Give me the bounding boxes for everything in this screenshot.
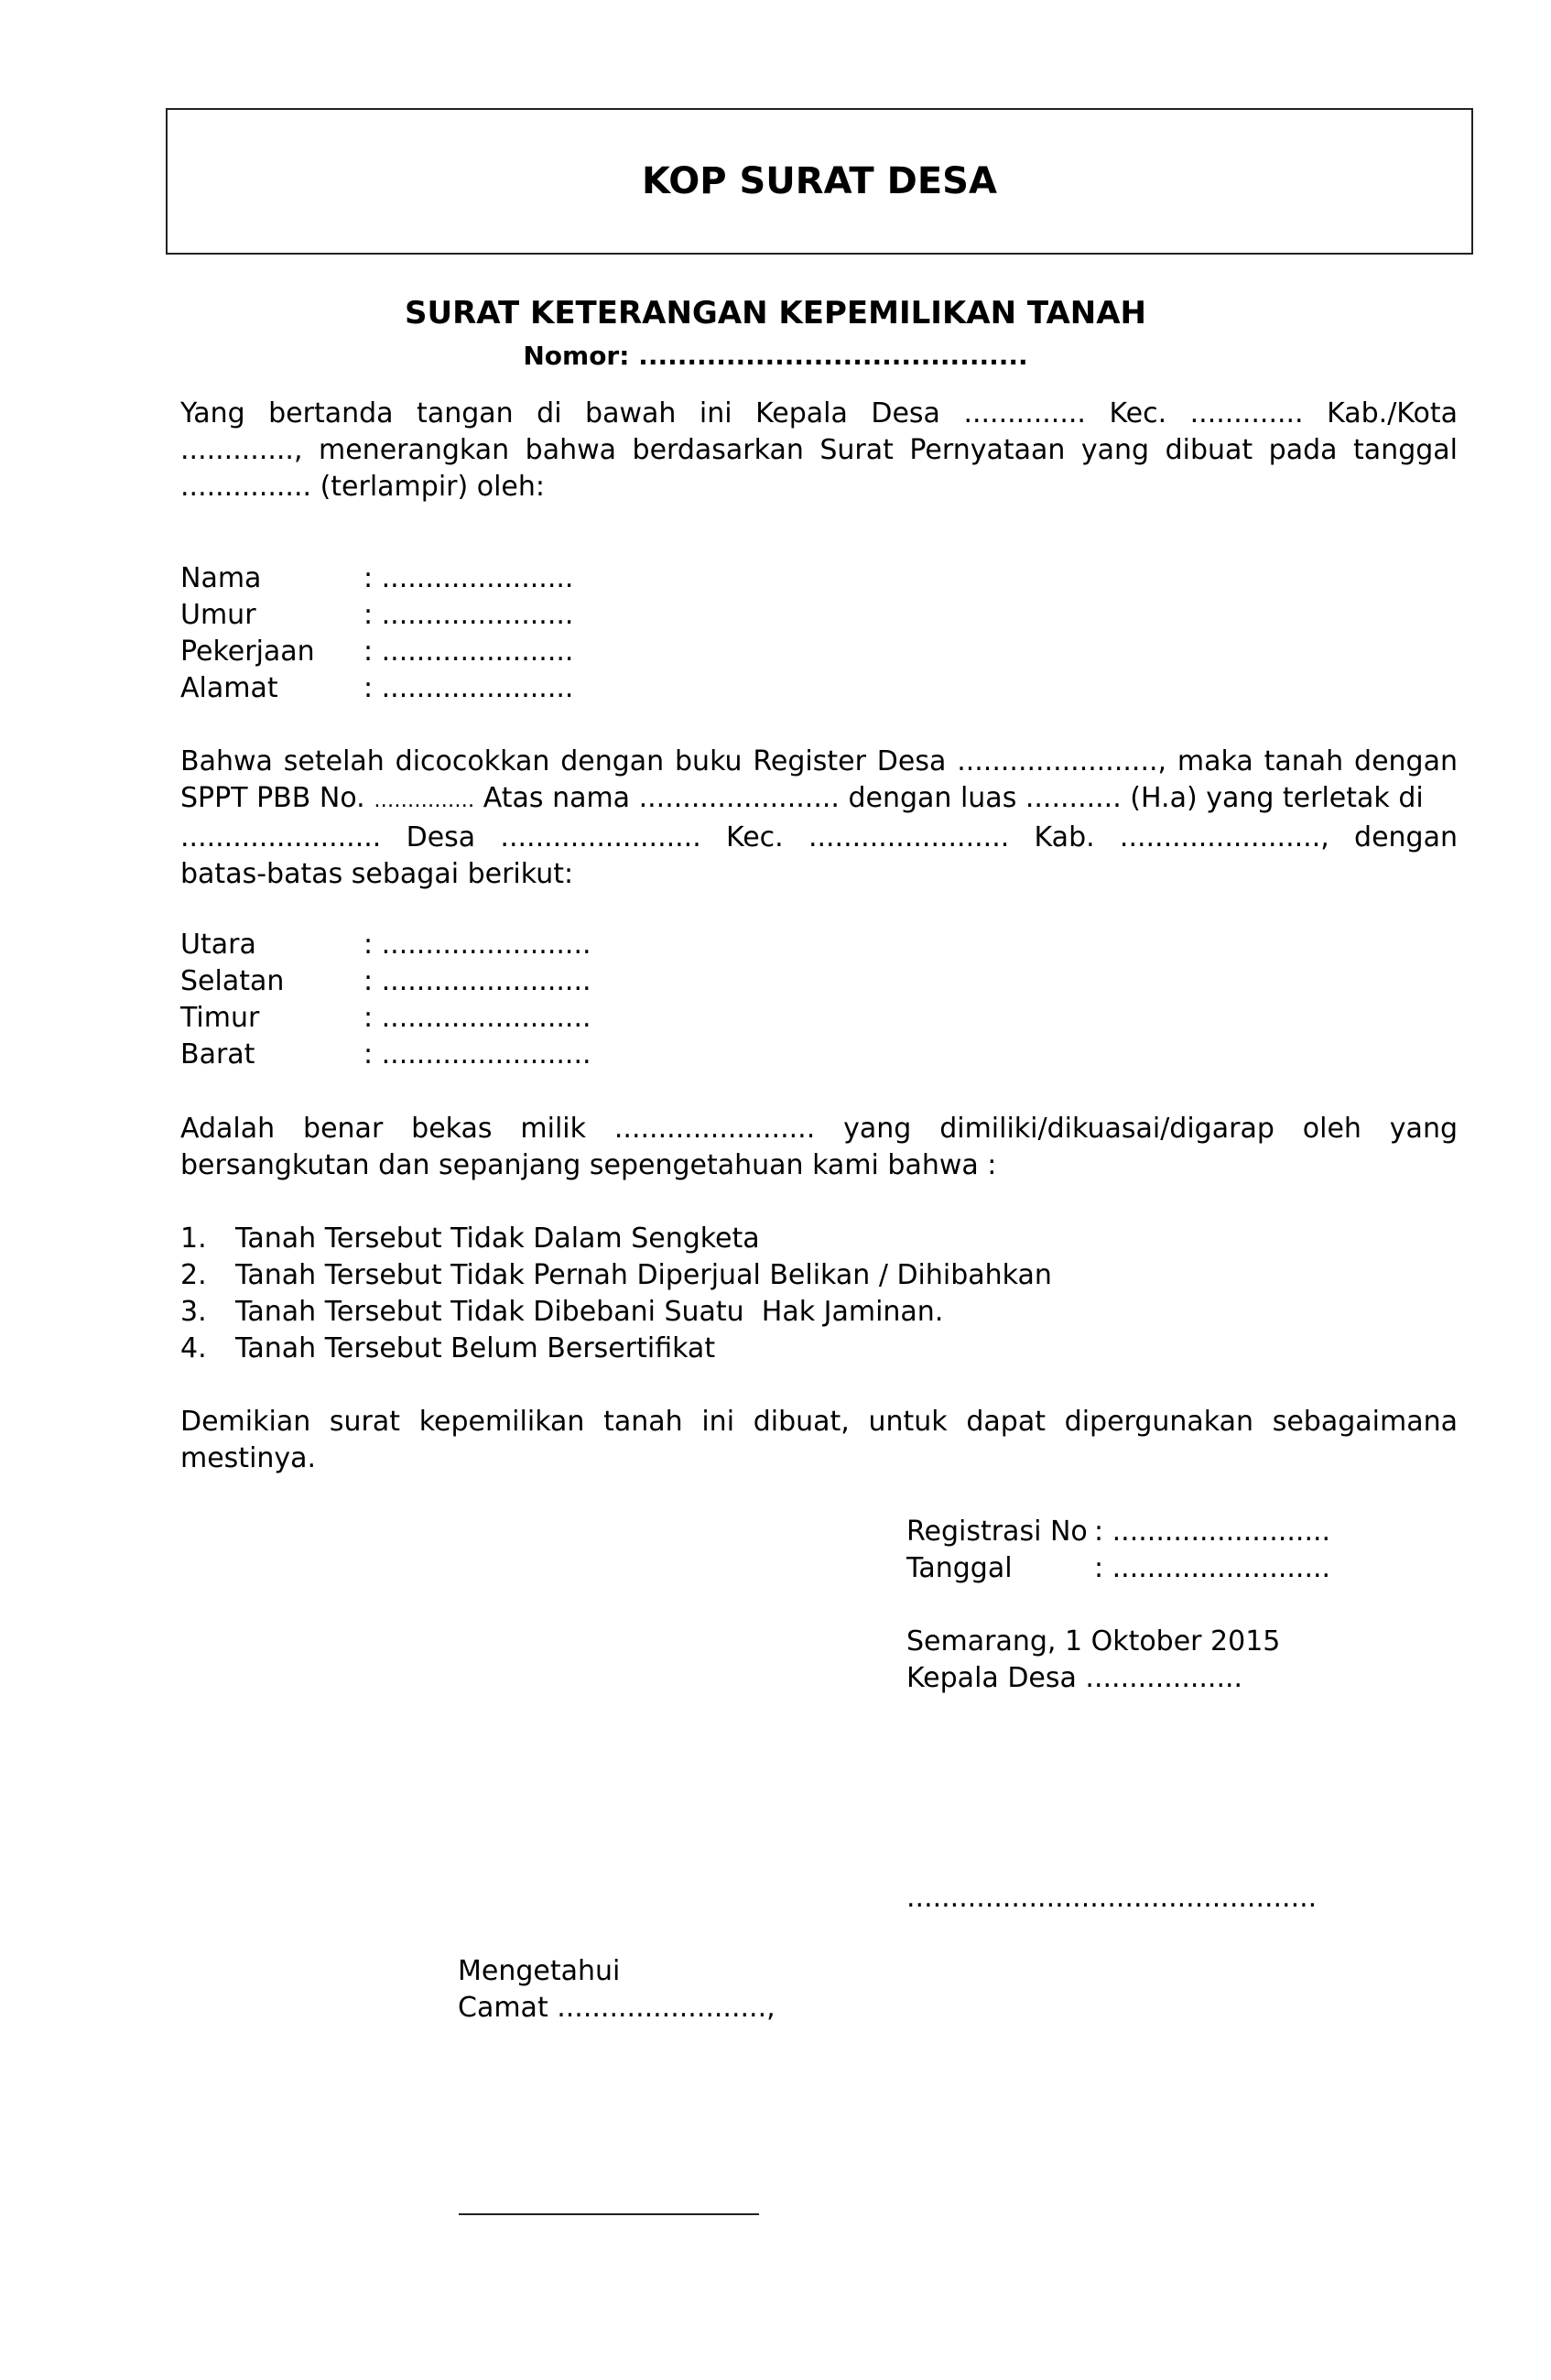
acknowledgement-label: Mengetahui	[458, 1955, 621, 1987]
field-value: : .........................	[1094, 1552, 1331, 1584]
land-line: Bahwa setelah dicocokkan dengan buku Register Desa ......................., maka tanah dengan	[180, 745, 1458, 777]
boundary-fields	[180, 927, 1458, 1073]
letterhead-box	[166, 108, 1473, 255]
field-nama	[180, 560, 1458, 597]
land-paragraph	[180, 744, 1458, 893]
boundary-selatan	[180, 963, 1458, 1000]
field-value: : ........................	[363, 929, 591, 961]
field-value: : ........................	[363, 1002, 591, 1034]
intro-line: Yang bertanda tangan di bawah ini Kepala Desa .............. Kec. ............. Kab./Kota	[180, 397, 1458, 429]
statement-paragraph	[180, 1111, 1458, 1184]
field-value: : ........................	[363, 1038, 591, 1070]
field-value: : ......................	[363, 562, 574, 594]
field-value: : ........................	[363, 965, 591, 997]
signer-name-line: ...............................................	[906, 1882, 1318, 1914]
document-title: SURAT KETERANGAN KEPEMILIKAN TANAH	[405, 295, 1146, 331]
sppt-label: SPPT PBB No.	[180, 782, 374, 814]
field-value: : ......................	[363, 599, 574, 631]
statement-line: Adalah benar bekas milik ....................... yang dimiliki/dikuasai/digarap oleh yang	[180, 1113, 1458, 1145]
field-label: Registrasi No	[906, 1516, 1088, 1548]
conditions-list	[180, 1221, 1458, 1367]
field-value: : ......................	[363, 636, 574, 668]
acknowledgement-block	[458, 1953, 776, 2027]
intro-paragraph	[180, 396, 1458, 505]
list-item	[180, 1257, 1458, 1294]
field-label: Alamat	[180, 672, 278, 704]
acknowledgement-role: Camat ........................,	[458, 1992, 776, 2024]
place-date: Semarang, 1 Oktober 2015	[906, 1625, 1281, 1657]
letterhead-title: KOP SURAT DESA	[642, 160, 997, 202]
land-line: ....................... Desa ....................... Kec. ....................... Kab. ......................., dengan	[180, 821, 1458, 853]
field-umur	[180, 597, 1458, 634]
field-label: Utara	[180, 929, 256, 961]
intro-line: ............., menerangkan bahwa berdasarkan Surat Pernyataan yang dibuat pada tanggal	[180, 434, 1458, 466]
field-label: Nama	[180, 562, 262, 594]
field-value: : .........................	[1094, 1516, 1331, 1548]
list-text: Tanah Tersebut Tidak Dalam Sengketa	[235, 1223, 760, 1255]
closing-line: Demikian surat kepemilikan tanah ini dibuat, untuk dapat dipergunakan sebagaimana	[180, 1406, 1458, 1438]
list-number: 1.	[180, 1223, 207, 1255]
field-label: Umur	[180, 599, 256, 631]
list-item	[180, 1221, 1458, 1257]
signature-block	[906, 1624, 1280, 1697]
field-label: Tanggal	[906, 1552, 1013, 1584]
boundary-barat	[180, 1037, 1458, 1073]
list-text: Tanah Tersebut Belum Bersertifikat	[235, 1332, 716, 1364]
boundary-timur	[180, 1000, 1458, 1037]
closing-line: mestinya.	[180, 1442, 317, 1474]
registration-date	[906, 1550, 1330, 1587]
registration-block	[906, 1514, 1330, 1587]
sppt-dots: ……………	[374, 789, 475, 812]
field-label: Selatan	[180, 965, 285, 997]
camat-signature-line	[459, 2213, 759, 2215]
list-text: Tanah Tersebut Tidak Dibebani Suatu Hak Jaminan.	[235, 1296, 944, 1328]
field-label: Timur	[180, 1002, 260, 1034]
land-line-rest: Atas nama ....................... dengan luas ........... (H.a) yang terletak di	[474, 782, 1424, 814]
list-number: 3.	[180, 1296, 207, 1328]
field-label: Pekerjaan	[180, 636, 315, 668]
land-line	[180, 780, 1458, 820]
closing-paragraph	[180, 1404, 1458, 1477]
list-item	[180, 1294, 1458, 1331]
intro-line: ............... (terlampir) oleh:	[180, 471, 545, 503]
boundary-utara	[180, 927, 1458, 963]
list-text: Tanah Tersebut Tidak Pernah Diperjual Belikan / Dihibahkan	[235, 1259, 1052, 1291]
list-number: 2.	[180, 1259, 207, 1291]
land-line: batas-batas sebagai berikut:	[180, 858, 574, 890]
field-alamat	[180, 670, 1458, 707]
field-pekerjaan	[180, 634, 1458, 670]
signer-role: Kepala Desa ..................	[906, 1662, 1243, 1694]
list-item	[180, 1331, 1458, 1367]
statement-line: bersangkutan dan sepanjang sepengetahuan kami bahwa :	[180, 1149, 997, 1181]
document-number: Nomor: ........................................	[523, 341, 1028, 371]
list-number: 4.	[180, 1332, 207, 1364]
registration-number	[906, 1514, 1330, 1550]
field-value: : ......................	[363, 672, 574, 704]
field-label: Barat	[180, 1038, 255, 1070]
land-line-part	[180, 780, 1424, 820]
identity-fields	[180, 560, 1458, 707]
